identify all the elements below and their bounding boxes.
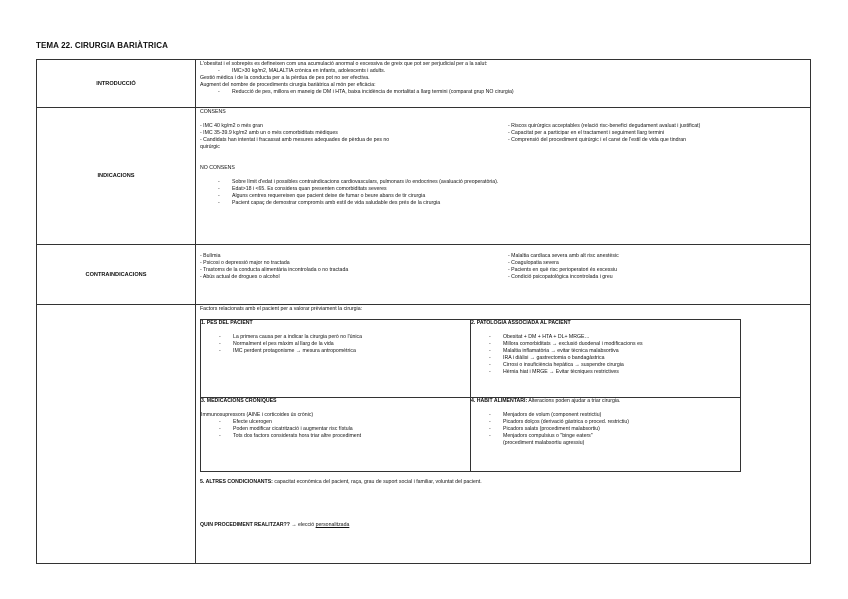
intro-cell — [196, 60, 811, 108]
list-item: - Cirrosi o insuficiència hepàtica → suspendre cirurgia — [471, 362, 740, 369]
consens-heading: CONSENS — [200, 109, 226, 115]
intro-line: - Reducció de pes, millora en maneig de DM i HTA, baixa incidència de mortalitat a llarg termini (comparat grup NO cirurgia) — [200, 89, 806, 96]
list-item: - Efecte ulcerogen — [201, 419, 470, 426]
contraindicacions-cell — [196, 245, 811, 305]
list-item: - Candidats han intentat i fracassat amb mesures adequades de pèrdua de pes no — [200, 137, 390, 143]
list-item: - Coagulopatia severa — [508, 260, 559, 266]
list-item: - Hèrnia hiat i MRGE → Evitar tècniques restrictives — [471, 369, 740, 376]
page-title: TEMA 22. CIRURGIA BARIÀTRICA — [36, 41, 168, 50]
list-item: - Comprensió del procediment quirúrgic i el canvi de l'estil de vida que tindran — [508, 137, 687, 143]
intro-line: Gestió mèdica i de la conducta per a la pèrdua de pes pot no ser efectiva. — [200, 75, 370, 81]
contra-right-list — [498, 253, 806, 281]
list-item: - Edat>18 i <65. Es considera quan presenten comorbiditats severes — [200, 186, 806, 193]
list-item: - Psicosi o depressió major no tractada — [200, 260, 290, 266]
list-item: - Pacient capaç de demostrar compromís amb estil de vida saludable des prés de la cirurgia — [200, 200, 806, 207]
factor-box-patologia — [471, 320, 741, 398]
factor-title: 2. PATOLOGIA ASSOCIADA AL PACIENT — [471, 320, 571, 326]
list-item: - Millora comorbiditats → exclusió duodenal i modificacions es — [471, 341, 740, 348]
list-item: (procediment malabsortiu agressiu) — [503, 440, 585, 446]
list-item: - Normalment el pes màxim al llarg de la vida — [201, 341, 470, 348]
list-item: - IMC 40 kg/m2 o més gran — [200, 123, 263, 129]
list-item: - La primera causa per a indicar la cirurgia però no l'única — [201, 334, 470, 341]
list-item: - IRA i diàlisi → gastrectomia o bandagàstrica — [471, 355, 740, 362]
intro-line: L'obesitat i el sobrepès es defineixen com una acumulació anormal o excessiva de greix que pot ser perjudicial per a la salut: — [200, 61, 488, 67]
row-label-factors — [37, 305, 196, 564]
list-item: - Tots dos factors considerats hora triar altre procediment — [201, 433, 470, 440]
row-label-indicacions: INDICACIONS — [37, 108, 196, 245]
factor-title: 1. PES DEL PACIENT — [201, 320, 253, 326]
factors-cell — [196, 305, 811, 564]
row-label-introduccio: INTRODUCCIÓ — [37, 60, 196, 108]
intro-line: Augment del nombre de procediments cirurgia bariàtrica al món per eficàcia: — [200, 82, 376, 88]
contra-left-list — [200, 253, 498, 281]
list-item: - Trastorns de la conducta alimentària incontrolada o no tractada — [200, 267, 349, 273]
list-item: - Capacitat per a participar en el tractament i seguiment llarg termini — [508, 130, 664, 136]
list-item: - Alguns centres requereixen que pacient deixe de fumar o beure abans de tir cirurgia — [200, 193, 806, 200]
list-item: - Menjadors de volum (component restrictiu) — [471, 412, 740, 419]
list-item: - Menjadors compulsius o "binge eaters" — [471, 433, 740, 440]
list-item: Immunosupressors (AINE i corticoides ús crònic) — [201, 412, 314, 418]
factors-intro: Factors relacionats amb el pacient per a valorar prèviament la cirurgia: — [200, 306, 363, 312]
list-item: - Picadors salats (procediment malabsortiu) — [471, 426, 740, 433]
factors-subtable — [200, 319, 741, 472]
list-item: - IMC perdent protagonisme → mesura antropomètrica — [201, 348, 470, 355]
indicacions-cell — [196, 108, 811, 245]
list-item: - Obesitat + DM + HTA + DL+ MRGE… — [471, 334, 740, 341]
no-consens-heading: NO CONSENS — [200, 165, 235, 171]
list-item: quirúrgic — [200, 144, 220, 150]
personalitzada-text: personalitzada — [315, 522, 350, 528]
row-label-contraindicacions: CONTRAINDICACIONS — [37, 245, 196, 305]
intro-line: - IMC>30 kg/m2, MALALTIA crònica en infants, adolescents i adults. — [200, 68, 806, 75]
factor-title: 3. MEDICACIONS CRÒNIQUES — [201, 398, 277, 404]
list-item: - Condició psicopatològica incontrolada i greu — [508, 274, 613, 280]
consens-right-list — [498, 123, 806, 151]
factor-box-pes — [201, 320, 471, 398]
factor-title: 4. HÀBIT ALIMENTARI: Alteracions poden ajudar a triar cirurgia. — [471, 398, 621, 404]
consens-left-list — [200, 123, 498, 151]
list-item: - Picadors dolços (derivació gàstrica o proced. restrictiu) — [471, 419, 740, 426]
list-item: - Pacients en què risc perioperatori és excessiu — [508, 267, 617, 273]
list-item: - Abús actual de drogues o alcohol — [200, 274, 280, 280]
list-item: - IMC 35-39.9 kg/m2 amb un o més comorbiditats mèdiques — [200, 130, 338, 136]
list-item: - Poden modificar cicatrització i augmentar risc fístula — [201, 426, 470, 433]
list-item: - Malaltia cardíaca severa amb alt risc anestèsic — [508, 253, 619, 259]
list-item: - Sobre límit d'edat i possibles contraindicacions cardiovasculars, pulmonars i/o endocrines (avaluació preoperatòria). — [200, 179, 806, 186]
list-item: - Riscos quirúrgics acceptables (relació risc-benefici degudament avaluat i justificat) — [508, 123, 701, 129]
main-table — [36, 59, 811, 564]
list-item: - Bulímia — [200, 253, 221, 259]
list-item: - Malaltia inflamatòria → evitar tècnica malabsortiva — [471, 348, 740, 355]
quin-procediment: QUIN PROCEDIMENT REALITZAR?? → elecció personalitzada — [200, 522, 350, 528]
factor-box-habit — [471, 398, 741, 472]
factor-box-medicacions — [201, 398, 471, 472]
altres-condicionants: 5. ALTRES CONDICIONANTS: capacitat econòmica del pacient, raça, grau de suport social i familiar, voluntat del pacient. — [200, 479, 482, 485]
